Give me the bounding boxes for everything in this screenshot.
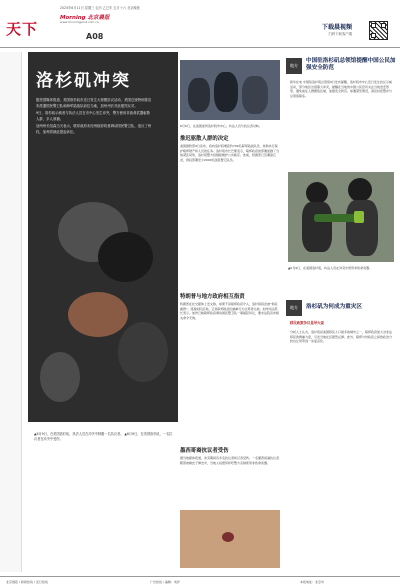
paper-url: www.morningpost.com.cn	[60, 20, 99, 24]
qr-corner	[371, 33, 376, 38]
app-download-subtitle: 扫码下载客户端	[328, 32, 352, 36]
photo-figure	[346, 200, 378, 256]
right-subhead: 移民政策争议是导火索	[290, 321, 324, 325]
right-headline: 中国驻洛杉矶总领馆提醒中国公民加强安全防范	[306, 58, 396, 72]
qr-corner	[381, 23, 386, 28]
section-title: 推迟驱散人群的决定	[180, 136, 229, 142]
paper-name: Morning 北京晨报	[60, 15, 110, 21]
right-news-photo	[288, 172, 394, 262]
injury-photo	[180, 510, 280, 568]
photo-figure	[306, 182, 328, 204]
right-body-text: 新华社电 中国驻洛杉矶总领馆9日发布提醒，洛杉矶市中心近日发生抗议示威活动，部分地区出现暴力冲突，提醒在当地的中国公民密切关注当地治安形势，避免前往人群聚集区域，加强安全防范。如遇紧急情况，请及时报警并与总领馆联系。	[290, 80, 393, 98]
page-header	[0, 0, 400, 48]
footer-right: 本报地址：北京市	[300, 580, 325, 584]
photo-figure	[242, 76, 268, 114]
column-tag: 地方	[286, 58, 302, 74]
lead-paragraph: 加州州长纽森当天表示，联邦政府未经州政府同意调动国民警卫队，违反了州权，加州将就此提起诉讼。	[36, 124, 152, 134]
page-footer	[0, 576, 400, 588]
lead-paragraph: 9日，洛杉矶示威者与执法人员在市中心发生冲突，警方使用非致命武器驱散人群，多人被捕。	[36, 111, 151, 121]
photo-figure	[348, 178, 372, 202]
date-line: 2025年6月11日 星期三 农历 乙巳年 五月十六 北京晚报	[60, 6, 140, 10]
lead-paragraph: 据美国媒体报道，美国洛杉矶市近日发生大规模抗议活动，美国总统特朗普宣布派遣国民警卫队和海军陆战队前往当地，加州州长对此强烈反对。	[36, 98, 152, 108]
photo-detail	[354, 211, 364, 223]
middle-news-photo	[180, 60, 280, 120]
photo-figure	[40, 352, 80, 402]
qr-code-icon[interactable]	[369, 21, 388, 40]
column-tag: 地方	[286, 300, 302, 316]
photo-figure	[214, 72, 238, 112]
middle-photo-caption: 6月9日，在美国加州洛杉矶市中心，执法人员与抗议者对峙。	[180, 124, 262, 128]
photo-detail	[222, 532, 234, 542]
right-body-text: 分析人士认为，洛杉矶是美国移民人口最多的城市之一，联邦政府加大对非法移民的搜捕力度，引发当地社区强烈反弹。此外，联邦与州政府之间的政治分歧也让局势进一步复杂化。	[290, 330, 393, 344]
photo-figure	[98, 232, 153, 282]
right-photo-caption: ▲6月9日，在美国洛杉矶，执法人员在冲突中使用非致命武器。	[288, 266, 373, 270]
main-news-photo	[28, 52, 178, 422]
footer-left: 北京晨报 / 新闻热线 / 发行热线	[6, 580, 48, 584]
section-title: 墨西哥裔抗议者受伤	[180, 448, 229, 454]
left-margin-strip	[0, 52, 22, 572]
footer-mid: 广告热线 / 编辑：刘洋	[150, 580, 180, 584]
section-body: 美国国防部9日宣布，将向洛杉矶增派约700名海军陆战队员，协助执行保护联邦财产和人员的任务。洛杉矶市长巴斯表示，联邦政府的部署加剧了当地紧张局势，洛杉矶警方将继续维护公共秩序。此前，特朗普已签署备忘录，授权部署至少2000名国民警卫队员。	[180, 144, 280, 162]
photo-detail	[314, 214, 356, 222]
section-body: 特朗普在社交媒体上发文称，如果不是联邦政府介入，洛杉矶将会被“彻底摧毁”。纽森则回应称，正是联邦政府的挑衅行为让局势失控。加州司法部长表示，加州已就联邦政府调动国民警卫队一事提起诉讼，要求法院宣布相关命令无效。	[180, 302, 280, 320]
right-headline: 洛杉矶为何成为重灾区	[306, 304, 362, 310]
photo-figure	[68, 292, 128, 337]
app-download-title: 下载晨视频	[321, 24, 352, 31]
photo-figure	[302, 202, 332, 252]
photo-figure	[118, 322, 168, 382]
main-headline: 洛杉矶冲突	[36, 71, 131, 91]
lead-text	[36, 98, 152, 138]
section-body: 据当地媒体报道，冲突期间有多名抗议者和记者受伤。一名墨西哥裔抗议者腿部被橡皮子弹击中，当地人权组织呼吁警方克制使用非致命武器。	[180, 456, 280, 465]
section-label: 天下	[6, 20, 39, 38]
photo-figure	[188, 78, 210, 112]
section-title: 特朗普与地方政府相互指责	[180, 294, 245, 300]
main-photo-caption: ▲6月9日，在美国洛杉矶，执法人员在冲突中制服一名抗议者。 ▲6月9日，在美国洛杉矶，一名抗议者在冲突中受伤。	[34, 432, 173, 441]
page-number: A08	[86, 32, 104, 41]
qr-corner	[371, 23, 376, 28]
